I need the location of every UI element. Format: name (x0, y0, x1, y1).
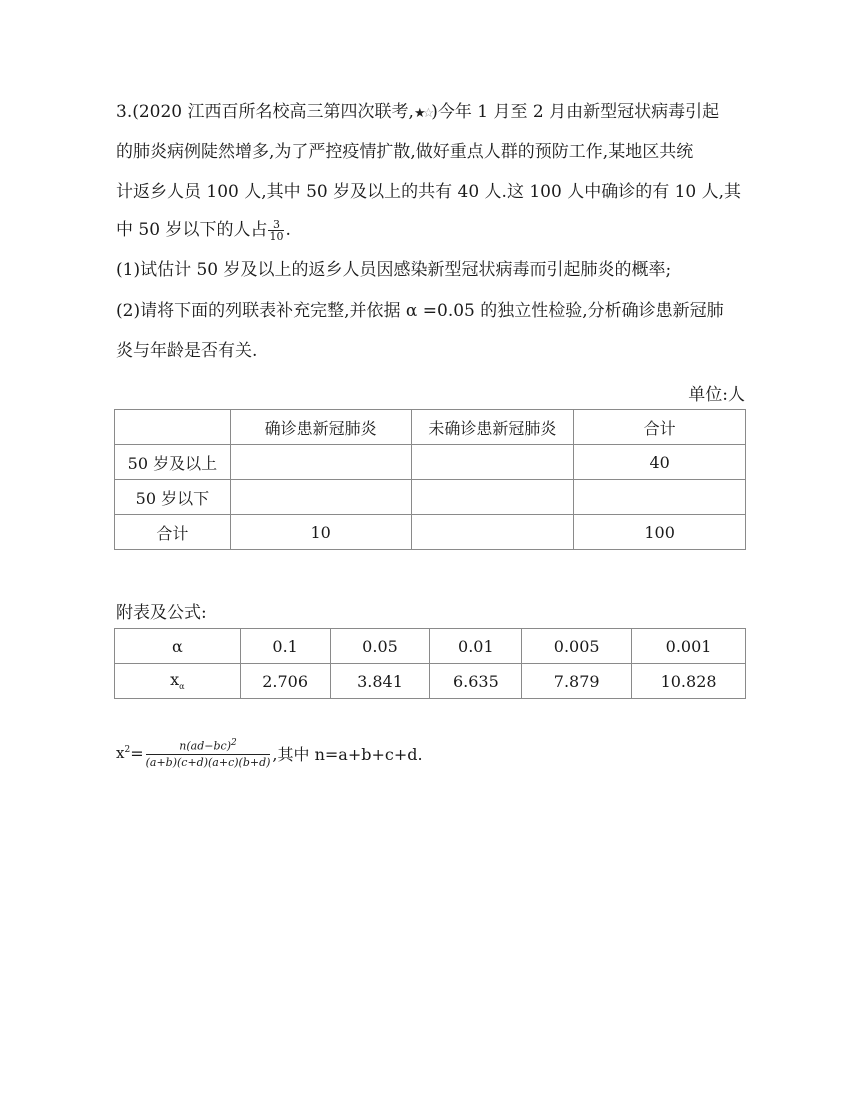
formula-numerator (146, 738, 271, 755)
alpha-value: 0.005 (522, 629, 632, 664)
critical-value: 7.879 (522, 664, 632, 699)
chi-symbol (116, 744, 130, 762)
critical-value: 10.828 (632, 664, 746, 699)
alpha-value: 0.01 (430, 629, 522, 664)
table-row (115, 515, 746, 550)
table-cell: 40 (574, 445, 746, 480)
formula-tail: ,其中 n=a+b+c+d. (272, 744, 423, 764)
header-cell: 确诊患新冠肺炎 (230, 410, 411, 445)
table-row (115, 480, 746, 515)
critical-value: 2.706 (240, 664, 330, 699)
difficulty-stars-icon: ★☆ (413, 106, 432, 121)
chi-square-formula (116, 738, 423, 769)
x-symbol: x (170, 670, 180, 690)
critical-value-table (114, 628, 746, 699)
table-cell (411, 445, 574, 480)
header-cell: 未确诊患新冠肺炎 (411, 410, 574, 445)
problem-line-1 (116, 101, 719, 125)
table-cell (230, 445, 411, 480)
numerator-exponent: 2 (230, 738, 237, 748)
alpha-label: α (115, 629, 241, 664)
problem-text: )今年 1 月至 2 月由新型冠状病毒引起 (431, 102, 720, 122)
table-row (115, 445, 746, 480)
alpha-value: 0.05 (330, 629, 430, 664)
row-label-cell: 50 岁及以上 (115, 445, 231, 480)
fraction-three-tenths (268, 219, 284, 242)
row-label-cell: 50 岁以下 (115, 480, 231, 515)
table-cell: 10 (230, 515, 411, 550)
table-cell (411, 515, 574, 550)
alpha-value: 0.001 (632, 629, 746, 664)
table-cell (230, 480, 411, 515)
table-header-row (115, 410, 746, 445)
appendix-title: 附表及公式: (116, 603, 207, 623)
problem-line-3: 计返乡人员 100 人,其中 50 岁及以上的共有 40 人.这 100 人中确诊的有 10 人,其 (116, 182, 742, 202)
row-label-cell: 合计 (115, 515, 231, 550)
chi-exponent: 2 (124, 745, 131, 756)
formula-fraction (146, 738, 271, 769)
fraction-denominator: 10 (269, 230, 284, 243)
question-2-line-1: (2)请将下面的列联表补充完整,并依据 α =0.05 的独立性检验,分析确诊患新冠肺 (116, 301, 724, 321)
equals-sign: = (130, 743, 144, 763)
critical-value: 3.841 (330, 664, 430, 699)
question-1: (1)试估计 50 岁及以上的返乡人员因感染新型冠状病毒而引起肺炎的概率; (116, 260, 672, 280)
chi-letter: x (116, 744, 125, 763)
alpha-value: 0.1 (240, 629, 330, 664)
problem-line-4 (116, 219, 291, 242)
period: . (285, 220, 291, 240)
problem-line-2: 的肺炎病例陡然增多,为了严控疫情扩散,做好重点人群的预防工作,某地区共统 (116, 142, 694, 162)
alpha-row (115, 629, 746, 664)
header-cell (115, 410, 231, 445)
contingency-table (114, 409, 746, 550)
numerator-text: n(ad−bc) (179, 739, 231, 753)
x-alpha-label (115, 664, 241, 699)
fraction-numerator: 3 (268, 219, 284, 231)
unit-label: 单位:人 (688, 385, 745, 405)
header-cell: 合计 (574, 410, 746, 445)
problem-source: 3.(2020 江西百所名校高三第四次联考, (116, 102, 414, 122)
critical-value-row (115, 664, 746, 699)
table-cell (574, 480, 746, 515)
critical-value: 6.635 (430, 664, 522, 699)
alpha-subscript: α (179, 682, 185, 692)
table-cell (411, 480, 574, 515)
problem-text-4: 中 50 岁以下的人占 (116, 220, 268, 240)
question-2-line-2: 炎与年龄是否有关. (116, 341, 258, 361)
table-cell: 100 (574, 515, 746, 550)
formula-denominator: (a+b)(c+d)(a+c)(b+d) (145, 755, 271, 769)
